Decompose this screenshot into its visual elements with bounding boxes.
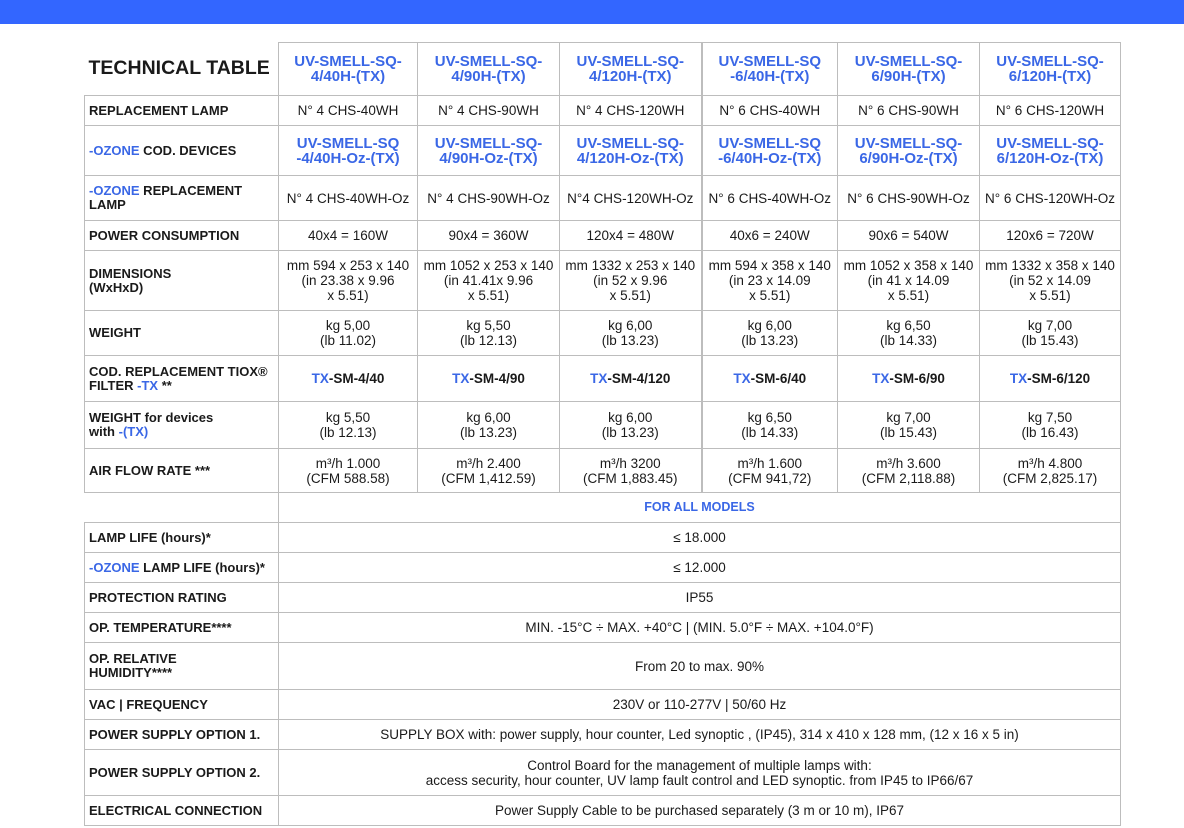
table-row — [85, 643, 1121, 690]
table-row — [85, 690, 1121, 720]
table-cell: kg 6,50 (lb 14.33) — [702, 402, 838, 449]
table-row — [85, 221, 1121, 251]
table-cell: mm 1052 x 253 x 140 (in 41.41x 9.96 x 5.51) — [418, 251, 560, 311]
row-label: PROTECTION RATING — [85, 583, 279, 613]
row-label: WEIGHT for devices with -(TX) — [85, 402, 279, 449]
row-label: POWER SUPPLY OPTION 1. — [85, 720, 279, 750]
for-all-models-header: FOR ALL MODELS — [279, 493, 1121, 523]
table-cell: mm 1332 x 358 x 140 (in 52 x 14.09 x 5.51) — [980, 251, 1121, 311]
table-cell: ≤ 12.000 — [279, 553, 1121, 583]
table-cell: m³/h 1.000 (CFM 588.58) — [279, 449, 418, 493]
table-title: TECHNICAL TABLE — [85, 43, 279, 96]
table-cell: TX-SM-4/40 — [279, 356, 418, 402]
table-cell: 230V or 110-277V | 50/60 Hz — [279, 690, 1121, 720]
table-cell: m³/h 4.800 (CFM 2,825.17) — [980, 449, 1121, 493]
table-cell: kg 5,00 (lb 11.02) — [279, 311, 418, 356]
table-cell: kg 7,50 (lb 16.43) — [980, 402, 1121, 449]
row-label: AIR FLOW RATE *** — [85, 449, 279, 493]
model-cell: UV-SMELL-SQ- 6/120H-Oz-(TX) — [980, 126, 1121, 176]
table-cell: kg 6,50 (lb 14.33) — [838, 311, 980, 356]
model-header: UV-SMELL-SQ- 4/90H-(TX) — [418, 43, 560, 96]
table-cell: TX-SM-6/120 — [980, 356, 1121, 402]
row-label: DIMENSIONS (WxHxD) — [85, 251, 279, 311]
row-label: POWER CONSUMPTION — [85, 221, 279, 251]
table-cell: kg 6,00 (lb 13.23) — [560, 311, 702, 356]
table-cell: m³/h 2.400 (CFM 1,412.59) — [418, 449, 560, 493]
technical-table-container — [84, 42, 1121, 826]
table-cell: kg 6,00 (lb 13.23) — [702, 311, 838, 356]
table-row — [85, 251, 1121, 311]
table-row — [85, 583, 1121, 613]
table-cell: TX-SM-6/90 — [838, 356, 980, 402]
table-cell: N° 4 CHS-120WH — [560, 96, 702, 126]
table-cell: N° 6 CHS-120WH-Oz — [980, 176, 1121, 221]
table-row — [85, 402, 1121, 449]
row-label: VAC | FREQUENCY — [85, 690, 279, 720]
row-label: WEIGHT — [85, 311, 279, 356]
model-header: UV-SMELL-SQ- 4/40H-(TX) — [279, 43, 418, 96]
table-cell: N° 6 CHS-90WH — [838, 96, 980, 126]
model-cell: UV-SMELL-SQ -4/40H-Oz-(TX) — [279, 126, 418, 176]
top-banner — [0, 0, 1184, 24]
table-cell: TX-SM-6/40 — [702, 356, 838, 402]
table-cell: MIN. -15°C ÷ MAX. +40°C | (MIN. 5.0°F ÷ MAX. +104.0°F) — [279, 613, 1121, 643]
row-label: ELECTRICAL CONNECTION — [85, 796, 279, 826]
model-cell: UV-SMELL-SQ -6/40H-Oz-(TX) — [702, 126, 838, 176]
table-row — [85, 96, 1121, 126]
model-header: UV-SMELL-SQ- 6/90H-(TX) — [838, 43, 980, 96]
table-cell: ≤ 18.000 — [279, 523, 1121, 553]
table-cell: Control Board for the management of multiple lamps with: access security, hour counter, UV lamp fault control and LED synoptic. from IP45 to IP66/67 — [279, 750, 1121, 796]
table-cell: 120x4 = 480W — [560, 221, 702, 251]
table-cell: mm 1332 x 253 x 140 (in 52 x 9.96 x 5.51) — [560, 251, 702, 311]
table-cell: 120x6 = 720W — [980, 221, 1121, 251]
table-cell: mm 1052 x 358 x 140 (in 41 x 14.09 x 5.51) — [838, 251, 980, 311]
row-label: LAMP LIFE (hours)* — [85, 523, 279, 553]
table-cell: kg 5,50 (lb 12.13) — [418, 311, 560, 356]
table-cell: TX-SM-4/90 — [418, 356, 560, 402]
table-row — [85, 176, 1121, 221]
table-cell: N° 6 CHS-120WH — [980, 96, 1121, 126]
row-label: -OZONE LAMP LIFE (hours)* — [85, 553, 279, 583]
row-label: OP. TEMPERATURE**** — [85, 613, 279, 643]
table-row — [85, 750, 1121, 796]
table-row — [85, 796, 1121, 826]
table-cell: 90x6 = 540W — [838, 221, 980, 251]
table-cell: m³/h 3.600 (CFM 2,118.88) — [838, 449, 980, 493]
table-cell: SUPPLY BOX with: power supply, hour counter, Led synoptic , (IP45), 314 x 410 x 128 mm, (12 x 16 x 5 in) — [279, 720, 1121, 750]
table-row — [85, 126, 1121, 176]
table-cell: N° 6 CHS-90WH-Oz — [838, 176, 980, 221]
row-label: POWER SUPPLY OPTION 2. — [85, 750, 279, 796]
table-cell: kg 6,00 (lb 13.23) — [418, 402, 560, 449]
model-cell: UV-SMELL-SQ- 4/120H-Oz-(TX) — [560, 126, 702, 176]
row-label: COD. REPLACEMENT TIOX® FILTER -TX ** — [85, 356, 279, 402]
row-label: -OZONE COD. DEVICES — [85, 126, 279, 176]
table-cell: TX-SM-4/120 — [560, 356, 702, 402]
table-cell: 40x6 = 240W — [702, 221, 838, 251]
row-label: OP. RELATIVE HUMIDITY**** — [85, 643, 279, 690]
table-row — [85, 523, 1121, 553]
header-row — [85, 43, 1121, 96]
model-cell: UV-SMELL-SQ- 4/90H-Oz-(TX) — [418, 126, 560, 176]
model-header: UV-SMELL-SQ- 6/120H-(TX) — [980, 43, 1121, 96]
table-cell: N° 4 CHS-90WH-Oz — [418, 176, 560, 221]
table-row — [85, 720, 1121, 750]
model-cell: UV-SMELL-SQ- 6/90H-Oz-(TX) — [838, 126, 980, 176]
table-cell: N° 4 CHS-40WH-Oz — [279, 176, 418, 221]
table-row — [85, 613, 1121, 643]
table-cell: N° 6 CHS-40WH-Oz — [702, 176, 838, 221]
table-row — [85, 449, 1121, 493]
table-cell: 90x4 = 360W — [418, 221, 560, 251]
table-cell: m³/h 3200 (CFM 1,883.45) — [560, 449, 702, 493]
model-header: UV-SMELL-SQ- 4/120H-(TX) — [560, 43, 702, 96]
table-cell: kg 7,00 (lb 15.43) — [980, 311, 1121, 356]
empty-cell — [85, 493, 279, 523]
table-cell: mm 594 x 358 x 140 (in 23 x 14.09 x 5.51) — [702, 251, 838, 311]
table-row — [85, 311, 1121, 356]
table-cell: kg 5,50 (lb 12.13) — [279, 402, 418, 449]
row-label: -OZONE REPLACEMENT LAMP — [85, 176, 279, 221]
section-header-row — [85, 493, 1121, 523]
table-cell: Power Supply Cable to be purchased separately (3 m or 10 m), IP67 — [279, 796, 1121, 826]
row-label: REPLACEMENT LAMP — [85, 96, 279, 126]
table-row — [85, 356, 1121, 402]
table-cell: N°4 CHS-120WH-Oz — [560, 176, 702, 221]
technical-table — [84, 42, 1121, 826]
table-cell: From 20 to max. 90% — [279, 643, 1121, 690]
model-header: UV-SMELL-SQ -6/40H-(TX) — [702, 43, 838, 96]
table-cell: N° 4 CHS-90WH — [418, 96, 560, 126]
table-cell: IP55 — [279, 583, 1121, 613]
table-cell: mm 594 x 253 x 140 (in 23.38 x 9.96 x 5.51) — [279, 251, 418, 311]
table-cell: m³/h 1.600 (CFM 941,72) — [702, 449, 838, 493]
table-cell: kg 6,00 (lb 13.23) — [560, 402, 702, 449]
table-cell: N° 6 CHS-40WH — [702, 96, 838, 126]
table-cell: 40x4 = 160W — [279, 221, 418, 251]
table-cell: N° 4 CHS-40WH — [279, 96, 418, 126]
table-cell: kg 7,00 (lb 15.43) — [838, 402, 980, 449]
table-row — [85, 553, 1121, 583]
